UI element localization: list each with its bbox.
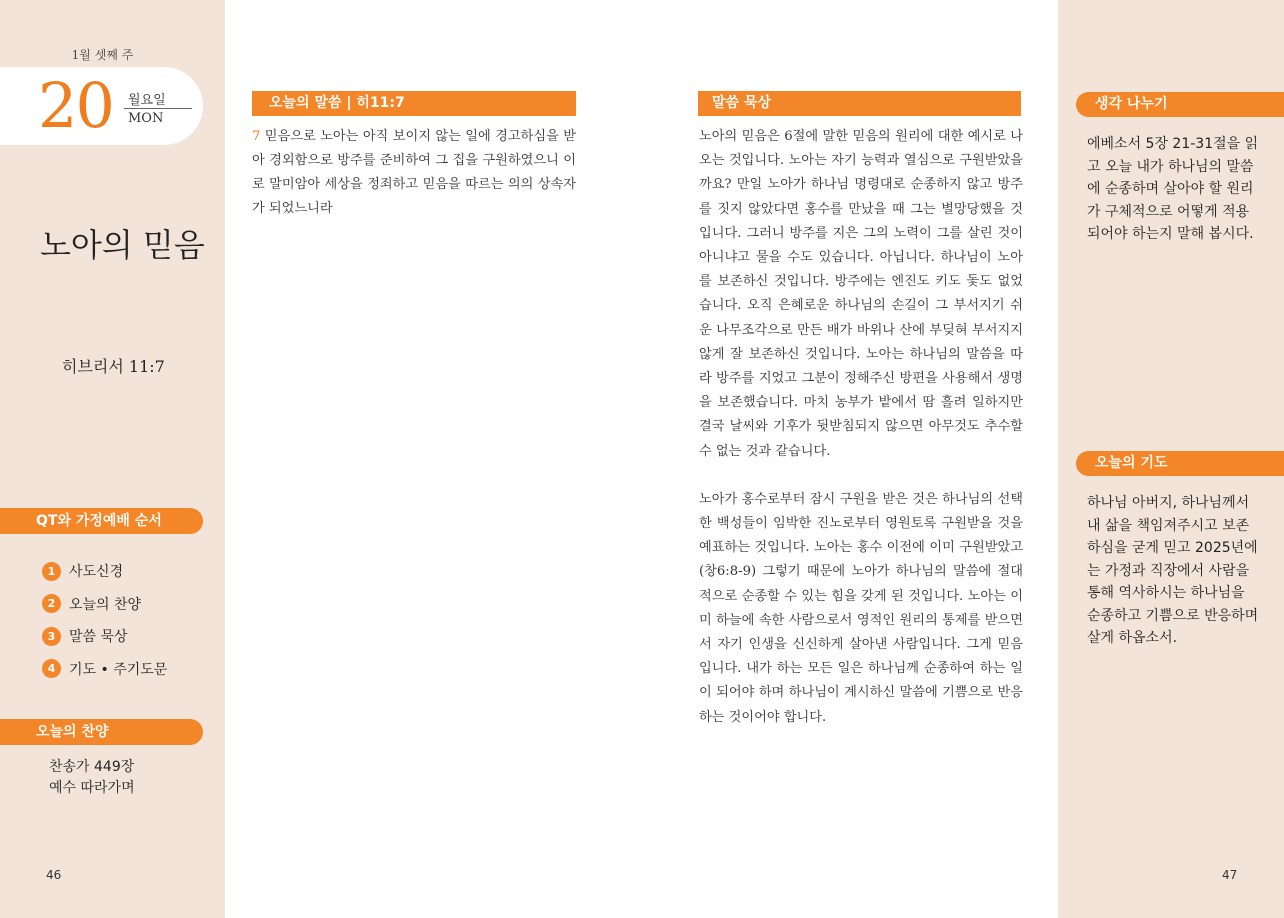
number-badge: 4 bbox=[42, 659, 61, 678]
order-item-label: 사도신경 bbox=[69, 564, 124, 581]
number-badge: 3 bbox=[42, 627, 61, 646]
order-header: QT와 가정예배 순서 bbox=[0, 508, 203, 534]
hymn-number: 찬송가 449장 bbox=[49, 759, 135, 775]
day-number: 20 bbox=[38, 69, 113, 142]
page-title: 노아의 믿음 bbox=[40, 226, 205, 264]
weekday-english: MON bbox=[128, 111, 164, 126]
order-item bbox=[42, 620, 167, 653]
meditation-header: 말씀 묵상 bbox=[698, 91, 1021, 116]
page-number-right: 47 bbox=[1222, 868, 1238, 882]
word-header: 오늘의 말씀 | 히11:7 bbox=[252, 91, 576, 116]
order-item-label: 오늘의 찬양 bbox=[69, 596, 142, 613]
order-item bbox=[42, 555, 167, 588]
meditation-body bbox=[699, 125, 1023, 754]
verse-number: 7 bbox=[252, 129, 261, 144]
order-item-label: 기도 • 주기도문 bbox=[69, 661, 168, 678]
number-badge: 2 bbox=[42, 594, 61, 613]
number-badge: 1 bbox=[42, 562, 61, 581]
order-item bbox=[42, 588, 167, 621]
weekday-korean: 월요일 bbox=[128, 93, 166, 108]
sharing-header: 생각 나누기 bbox=[1076, 92, 1284, 117]
week-label: 1월 셋째 주 bbox=[71, 48, 134, 62]
hymn-header: 오늘의 찬양 bbox=[0, 719, 203, 745]
order-item bbox=[42, 653, 167, 686]
hymn-title: 예수 따라가며 bbox=[49, 780, 135, 796]
verse-text bbox=[252, 125, 576, 221]
order-list bbox=[42, 555, 167, 685]
meditation-paragraph: 노아의 믿음은 6절에 말한 믿음의 원리에 대한 예시로 나오는 것입니다. 노아는 자기 능력과 열심으로 구원받았을까요? 만일 노아가 하나님 명령대로 순종하지 않고 방주를 짓지 않았다면 홍수를 만났을 때 그는 별망당했을 것입니다. 그러니 방주를 지은 그의 노력이 그를 살린 것이 아니냐고 물을 수도 있습니다. 아닙니다. 하나님이 노아를 보존하신 것입니다. 방주에는 엔진도 키도 돛도 없었습니다. 오직 은혜로운 하나님의 손길이 그 부서지기 쉬운 나무조각으로 만든 배가 바위나 산에 부딪혀 부서지지 않게 잘 보존하신 것입니다. 노아는 하나님의 말씀을 따라 방주를 지었고 그분이 정해주신 방편을 사용해서 생명을 보존했습니다. 마치 농부가 밭에서 땀 흘려 일하지만 결국 날씨와 기후가 뒷받침되지 않으면 아무것도 추수할 수 없는 것과 같습니다. bbox=[699, 129, 1023, 459]
prayer-text: 하나님 아버지, 하나님께서 내 삶을 책임져주시고 보존하심을 굳게 믿고 2025년에는 가정과 직장에서 사람을 통해 역사하시는 하나님을 순종하고 기쁨으로 반응하며 살게 하옵소서. bbox=[1087, 495, 1259, 646]
verse-body: 믿음으로 노아는 아직 보이지 않는 일에 경고하심을 받아 경외함으로 방주를 준비하여 그 집을 구원하였으니 이로 말미암아 세상을 정죄하고 믿음을 따르는 의의 상속자가 되었느니라 bbox=[252, 129, 576, 216]
meditation-paragraph: 노아가 홍수로부터 잠시 구원을 받은 것은 하나님의 선택한 백성들이 임박한 진노로부터 영원토록 구원받을 것을 예표하는 것입니다. 노아는 홍수 이전에 이미 구원받았고(창6:8-9) 그렇기 때문에 노아가 하나님의 말씀에 절대적으로 순종할 수 있는 힘을 갖게 된 것입니다. 노아는 이미 하늘에 속한 사람으로서 영적인 원리의 통제를 받으면서 자기 인생을 신신하게 살아낸 사람입니다. 그게 믿음입니다. 내가 하는 모든 일은 하나님께 순종하여 하는 일이 되어야 하며 하나님이 계시하신 말씀에 기쁨으로 반응하는 것이어야 합니다. bbox=[699, 491, 1023, 725]
order-item-label: 말씀 묵상 bbox=[69, 629, 128, 646]
scripture-reference: 히브리서 11:7 bbox=[62, 357, 165, 376]
weekday-divider bbox=[124, 108, 192, 109]
prayer-header: 오늘의 기도 bbox=[1076, 451, 1284, 476]
hymn-info bbox=[49, 757, 135, 799]
sharing-text: 에베소서 5장 21-31절을 읽고 오늘 내가 하나님의 말씀에 순종하며 살아야 할 원리가 구체적으로 어떻게 적용되어야 하는지 말해 봅시다. bbox=[1087, 136, 1259, 242]
page-number-left: 46 bbox=[46, 868, 62, 882]
